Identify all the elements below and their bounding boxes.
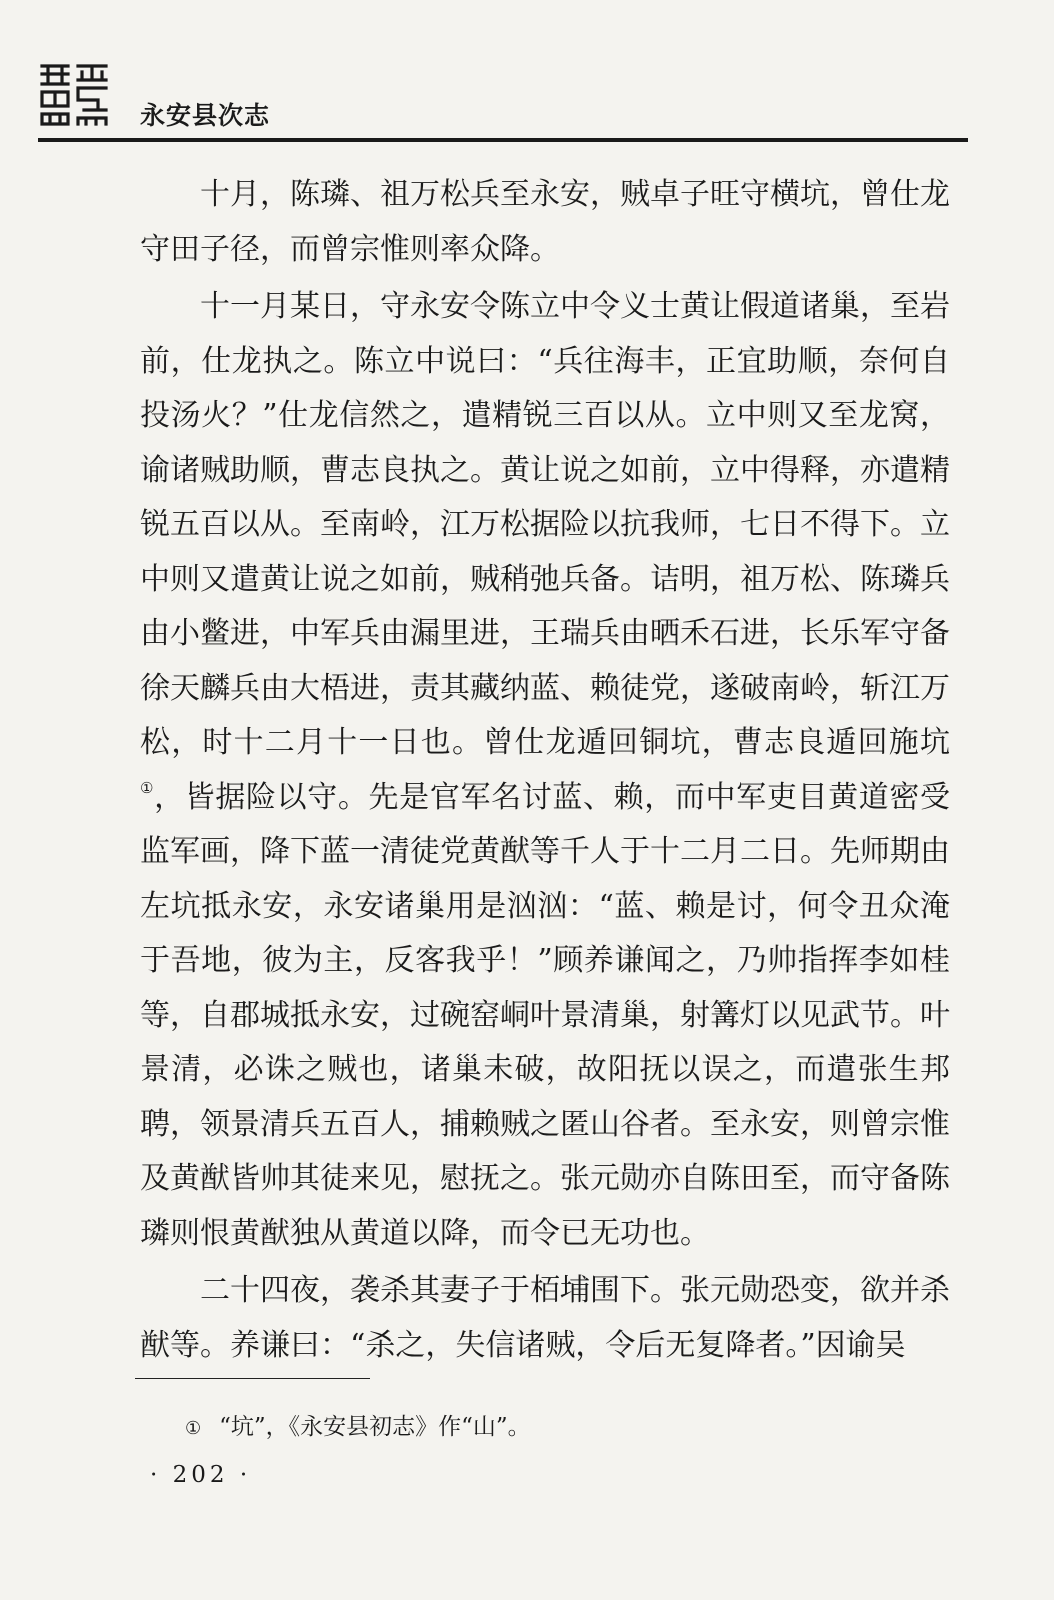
paragraph-2-text: 十一月某日，守永安令陈立中令义士黄让假道诸巢，至岩前，仕龙执之。陈立中说曰：“兵往海丰，正宜助顺，奈何自投汤火？”仕龙信然之，遣精锐三百以从。立中则又至龙窝，谕诸贼助顺，曹志良执之。黄让说之如前，立中得释，亦遣精锐五百以从。至南岭，江万松据险以抗我师，七日不得下。立中则又遣黄让说之如前，贼稍弛兵备。诘明，祖万松、陈璘兵由小鳖进，中军兵由漏里进，王瑞兵由晒禾石进，长乐军守备徐天麟兵由大梧进，责其藏纳蓝、赖徒党，遂破南岭，斩江万松，时十二月十一日也。曾仕龙遁回铜坑，曹志良遁回施坑	[140, 289, 950, 760]
paragraph-3-text: 二十四夜，袭杀其妻子于栢埔围下。张元勋恐变，欲并杀猷等。养谦曰：“杀之，失信诸贼，令后无复降者。”因谕吴	[140, 1273, 950, 1363]
paragraph-2-text-cont: ，皆据险以守。先是官军名讨蓝、赖，而中军吏目黄道密受监军画，降下蓝一清徒党黄猷等千人于十二月二日。先师期由左坑抵永安，永安诸巢用是汹汹：“蓝、赖是讨，何令丑众淹于吾地，彼为主，反客我乎！”顾养谦闻之，乃帅指挥李如桂等，自郡城抵永安，过碗窑峒叶景清巢，射篝灯以见武节。叶景清，必诛之贼也，诸巢未破，故阳抚以误之，而遣张生邦聘，领景清兵五百人，捕赖贼之匿山谷者。至永安，则曾宗惟及黄猷皆帅其徒来见，慰抚之。张元勋亦自陈田至，而守备陈璘则恨黄猷独从黄道以降，而令已无功也。	[140, 779, 951, 1251]
page-number: · 202 ·	[150, 1462, 252, 1488]
paragraph-2	[140, 280, 950, 1261]
header-rule	[38, 138, 968, 142]
body-text	[140, 168, 950, 1373]
footnote-rule	[135, 1378, 370, 1379]
footnote	[185, 1408, 531, 1441]
paragraph-1	[140, 168, 950, 277]
footnote-text: “坑”，《永安县初志》作“山”。	[219, 1414, 531, 1440]
paragraph-3	[140, 1264, 950, 1373]
paragraph-1-text: 十月，陈璘、祖万松兵至永安，贼卓子旺守横坑，曾仕龙守田子径，而曾宗惟则率众降。	[140, 177, 950, 267]
footnote-number: ①	[185, 1418, 202, 1439]
footnote-marker[interactable]: ①	[140, 778, 155, 797]
seal-logo-icon	[38, 60, 110, 128]
running-title: 永安县次志	[140, 101, 271, 130]
